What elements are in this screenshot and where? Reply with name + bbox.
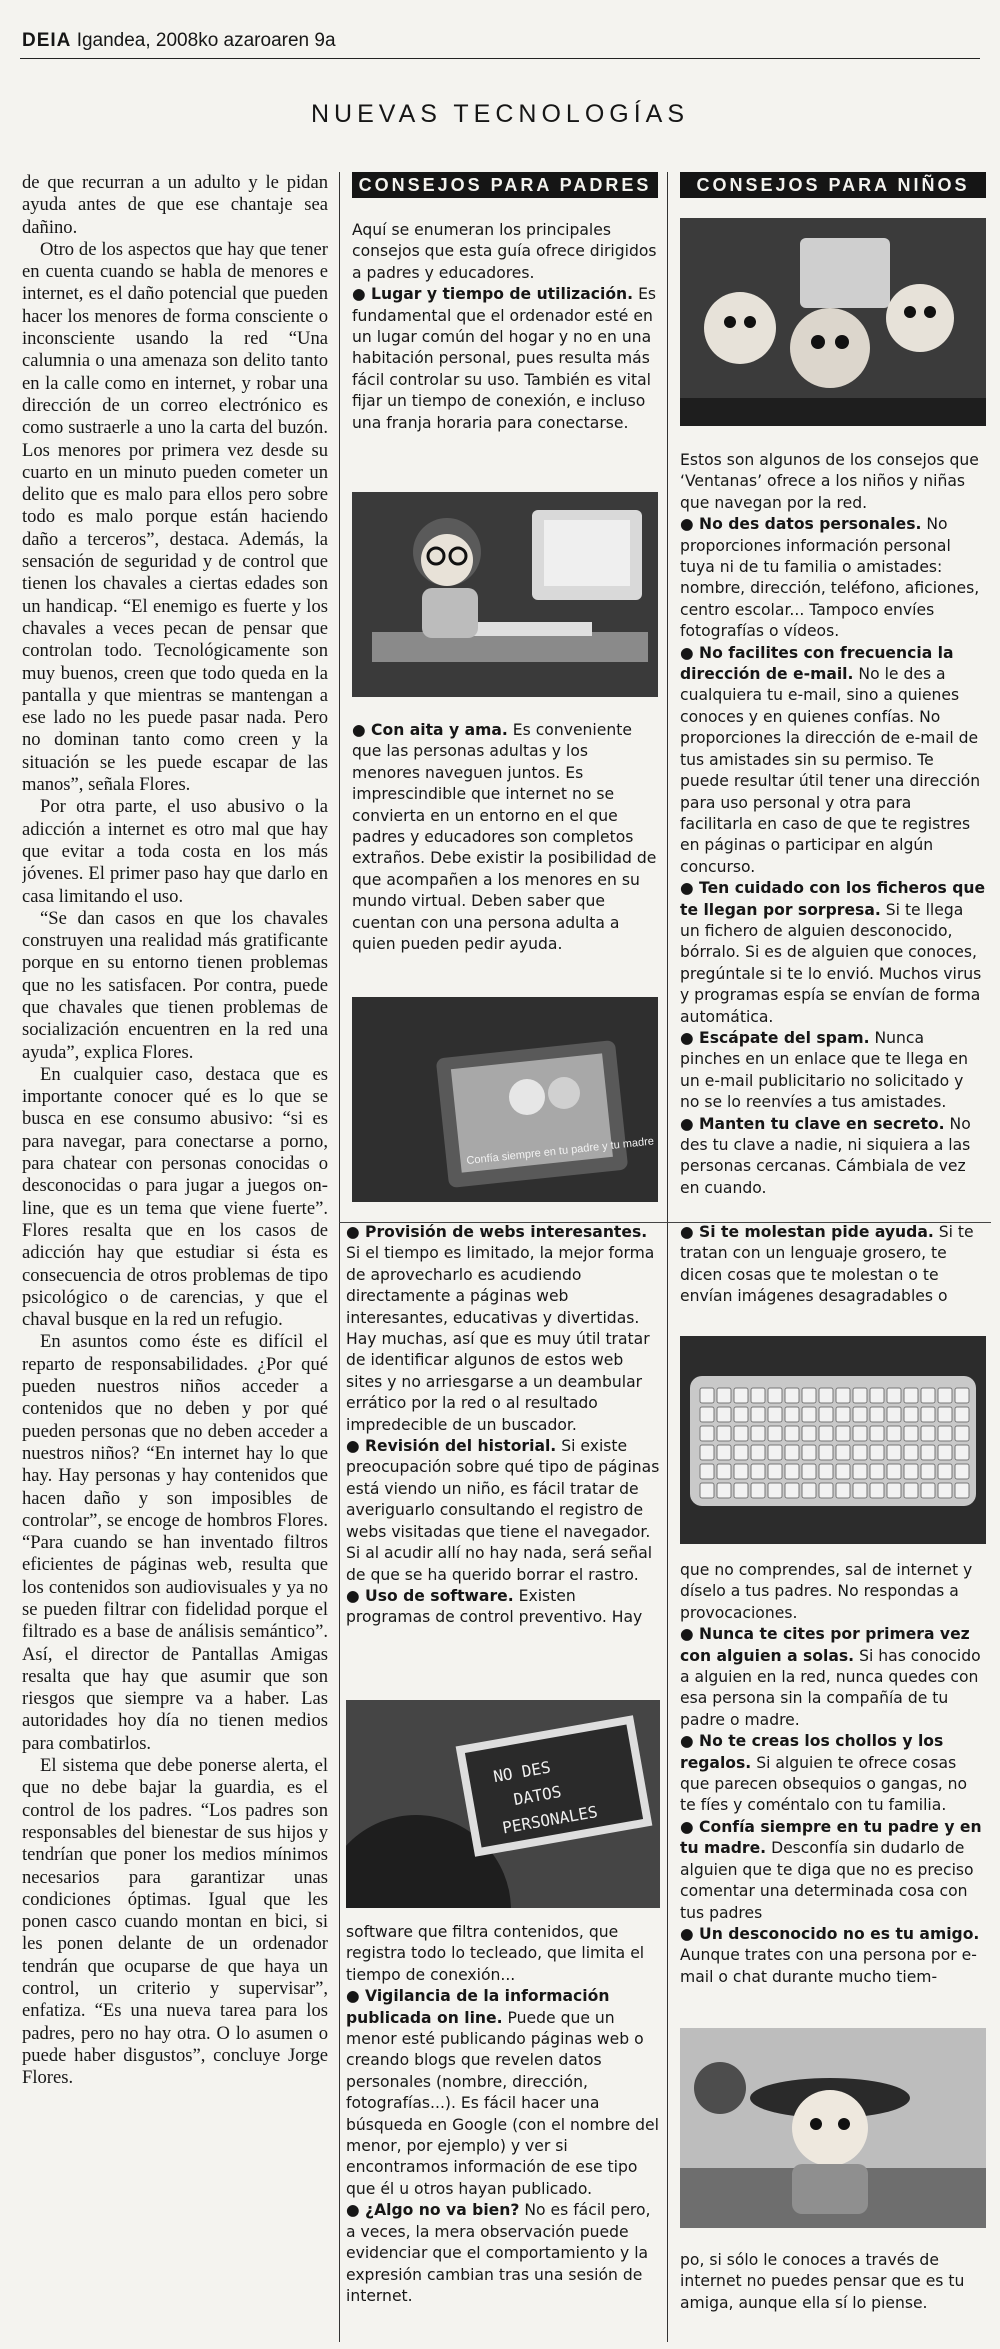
tip-item bbox=[352, 284, 658, 434]
article-paragraph: Otro de los aspectos que hay que tener en cuenta cuando se habla de menores e internet, es el daño potencial que pueden hacer los menores de forma consciente o inconsciente usando la red “Una calumnia o una amenaza son delito tanto en la calle como en internet, y robar una dirección de un correo electrónico es como sustraerle a uno la carta del buzón. Los menores por primera vez desde su cuarto en un minuto pueden cometer un delito que es malo para ellos pero sobre todo es malo porque están haciendo daño a terceros”, destaca. Además, la sensación de seguridad y de control que tienen los chavales a ciertas edades son un handicap. “El enemigo es fuerte y los chavales a veces pecan de pensar que controlan todo. Tecnológicamente son muy buenos, creen que todo queda en la pantalla y que mientras se mantengan a ese lado no les puede pasar nada. Pero no dominan tanto como creen y la situación se les puede escapar de las manos”, señala Flores. bbox=[22, 238, 328, 796]
keyboard-key bbox=[836, 1445, 850, 1460]
keyboard-key bbox=[887, 1407, 901, 1422]
tip-title: ● Con aita y ama. bbox=[352, 721, 508, 739]
keyboard-key bbox=[734, 1407, 748, 1422]
keyboard-key bbox=[921, 1483, 935, 1498]
keyboard-key bbox=[700, 1388, 714, 1403]
keyboard-key bbox=[955, 1407, 969, 1422]
keyboard-key bbox=[785, 1483, 799, 1498]
tip-item bbox=[346, 1222, 660, 1436]
keyboard-key bbox=[904, 1426, 918, 1441]
girl-pigtails-illustration bbox=[680, 2028, 986, 2228]
tip-item bbox=[680, 1624, 986, 1731]
sign-line-2: DATOS bbox=[512, 1781, 563, 1810]
keyboard-key bbox=[938, 1445, 952, 1460]
keyboard-key bbox=[768, 1483, 782, 1498]
keyboard-key bbox=[836, 1483, 850, 1498]
keyboard-key bbox=[904, 1464, 918, 1479]
keyboard-key bbox=[955, 1483, 969, 1498]
kids-tips-mid bbox=[680, 1222, 986, 1322]
tip-item bbox=[680, 1817, 986, 1924]
keyboard-key bbox=[836, 1464, 850, 1479]
keyboard-key bbox=[938, 1464, 952, 1479]
keyboard-key bbox=[785, 1388, 799, 1403]
keyboard-key bbox=[819, 1464, 833, 1479]
tip-text: Es conveniente que las personas adultas y los menores naveguen juntos. Es imprescindible que internet no se convierta en un entorno en el que padres y educadores son completos extraños. Debe existir la posibilidad de que acompañen a los menores en su mundo virtual. Deben saber que cuentan con una persona adulta a quien pueden pedir ayuda. bbox=[352, 721, 657, 954]
newspaper-logo: DEIA bbox=[22, 30, 72, 51]
keyboard-key bbox=[819, 1483, 833, 1498]
tip-item bbox=[346, 2200, 660, 2307]
tip-title: ● No te creas los chollos y los regalos. bbox=[680, 1732, 944, 1772]
keyboard-key bbox=[904, 1445, 918, 1460]
keyboard-key bbox=[921, 1388, 935, 1403]
keyboard-key bbox=[734, 1445, 748, 1460]
keyboard-key bbox=[938, 1426, 952, 1441]
keyboard-key bbox=[717, 1426, 731, 1441]
tip-title: ● No facilites con frecuencia la dirección de e-mail. bbox=[680, 643, 954, 684]
tip-text: Existen programas de control preventivo. Hay bbox=[346, 1586, 643, 1627]
tip-item bbox=[346, 1986, 660, 2200]
trust-parents-illustration bbox=[352, 997, 658, 1202]
kids-tips-end bbox=[680, 2250, 986, 2342]
sign-line-1: NO DES bbox=[491, 1757, 553, 1787]
tip-item bbox=[352, 720, 658, 955]
tip-text: No des tu clave a nadie, ni siquiera a las personas cercanas. Cámbiala de vez en cuando. bbox=[680, 1114, 971, 1197]
article-paragraph: El sistema que debe ponerse alerta, el que no debe bajar la guardia, es el control de los padres. “Los padres son responsables del bienestar de sus hijos y tendrían que poner los medios mínimos necesarios para garantizar unas condiciones óptimas. Igual que les ponen casco cuando montan en bici, si les ponen delante de un ordenador tendrán que ocuparse de que haya un control, un criterio y supervisar”, enfatiza. “Es una nueva tarea para los padres, pero no hay otra. O lo asumen o puede haber disgustos”, concluye Jorge Flores. bbox=[22, 1755, 328, 2089]
keyboard-key bbox=[717, 1388, 731, 1403]
keyboard-key bbox=[921, 1445, 935, 1460]
tip-item bbox=[680, 878, 986, 1028]
keyboard-key bbox=[870, 1407, 884, 1422]
keyboard-key bbox=[700, 1464, 714, 1479]
section-title: NUEVAS TECNOLOGÍAS bbox=[310, 100, 690, 128]
tip-title: ● Vigilancia de la información publicada on line. bbox=[346, 1987, 610, 2027]
keyboard-key bbox=[819, 1407, 833, 1422]
article-paragraph: de que recurran a un adulto y le pidan ayuda antes de que ese chantaje sea dañino. bbox=[22, 172, 328, 238]
kids-tips-bottom bbox=[680, 1560, 986, 2020]
keyboard-key bbox=[853, 1388, 867, 1403]
keyboard-key bbox=[836, 1407, 850, 1422]
tip-title: ● Provisión de webs interesantes. bbox=[346, 1223, 648, 1241]
keyboard-key bbox=[887, 1464, 901, 1479]
keyboard-key bbox=[785, 1407, 799, 1422]
masthead-rule bbox=[20, 58, 980, 59]
tip-item bbox=[346, 1922, 660, 1986]
article-left-column bbox=[22, 172, 328, 2344]
keyboard-key bbox=[955, 1426, 969, 1441]
kids-tips-top bbox=[680, 450, 986, 1220]
trust-parents-caption: Confía siempre en tu padre y tu madre bbox=[465, 1135, 655, 1168]
tip-text: Si existe preocupación sobre qué tipo de páginas está viendo un niño, es fácil tratar de averiguarlo consultando el registro de webs visitadas que tiene el navegador. Si al acudir allí no hay nada, será señal de que se ha querido borrar el rastro. bbox=[346, 1437, 660, 1584]
tip-item bbox=[680, 1114, 986, 1200]
issue-date: Igandea, 2008ko azaroaren 9a bbox=[76, 30, 336, 51]
article-paragraph: En asuntos como éste es difícil el reparto de responsabilidades. ¿Por qué pueden nuestros niños acceder a contenidos que no deben y por qué pueden personas que no deben acceder a nuestros niños? “En internet hay lo que hay. Hay personas y hay contenidos que hacen daño y son imposibles de controlar”, se encoge de hombros Flores. “Para cuando se han inventado filtros eficientes de páginas web, resulta que los contenidos son audiovisuales y ya no se pueden filtrar con fidelidad porque el filtrado es a base de análisis semántico”. Así, el director de Pantallas Amigas resalta que hay que asumir que son riesgos que siempre va a haber. Las autoridades hoy día no tienen medios para combatirlos. bbox=[22, 1331, 328, 1754]
tip-item bbox=[680, 643, 986, 878]
tip-text: Si te llega un fichero de alguien desconocido, bórralo. Si es de alguien que conoces, pregúntale si te lo envió. Muchos virus y programas espía se envían de forma automática. bbox=[680, 900, 982, 1026]
keyboard-key bbox=[887, 1388, 901, 1403]
tip-item bbox=[680, 1028, 986, 1114]
parents-box-header: CONSEJOS PARA PADRES bbox=[352, 172, 658, 198]
tip-title: ● No des datos personales. bbox=[680, 515, 922, 534]
keyboard-key bbox=[751, 1407, 765, 1422]
parents-tips-top bbox=[352, 220, 658, 478]
tip-item bbox=[346, 1436, 660, 1586]
keyboard-key bbox=[938, 1483, 952, 1498]
keyboard-key bbox=[870, 1388, 884, 1403]
tip-title: ● Confía siempre en tu padre y en tu madre. bbox=[680, 1817, 982, 1858]
keyboard-key bbox=[700, 1483, 714, 1498]
kids-group-drawing bbox=[680, 218, 986, 426]
girl-computer-drawing bbox=[352, 492, 658, 697]
article-paragraph: En cualquier caso, destaca que es importante conocer qué es lo que se busca en ese consumo abusivo: “si es para navegar, para conectarse a porno, para chatear con personas conocidas o desconocidas o para jugar a juegos on-line, que es un tema que viene fuerte”. Flores resalta que en los casos de adicción hay que estudiar si ésta es consecuencia de otros problemas de tipo psicológico o de carencias, y que el chaval busque en la red un refugio. bbox=[22, 1063, 328, 1331]
tip-title: ● Nunca te cites por primera vez con alguien a solas. bbox=[680, 1625, 970, 1665]
keyboard-key bbox=[870, 1483, 884, 1498]
keyboard-key bbox=[853, 1445, 867, 1460]
tip-item bbox=[680, 1924, 986, 1988]
tip-text: que no comprendes, sal de internet y díselo a tus padres. No respondas a provocaciones. bbox=[680, 1561, 973, 1622]
keyboard-key bbox=[768, 1464, 782, 1479]
keyboard-key bbox=[904, 1483, 918, 1498]
keyboard-key bbox=[768, 1445, 782, 1460]
keyboard-key bbox=[802, 1483, 816, 1498]
keyboard-key bbox=[700, 1426, 714, 1441]
tip-text: Es fundamental que el ordenador esté en un lugar común del hogar y no en una habitación personal, pues resulta más fácil controlar su uso. También es vital fijar un tiempo de conexión, e incluso una franja horaria para conectarse. bbox=[352, 285, 657, 432]
tip-title: ● Lugar y tiempo de utilización. bbox=[352, 285, 634, 304]
keyboard-key bbox=[802, 1426, 816, 1441]
tip-title: ● Escápate del spam. bbox=[680, 1028, 870, 1047]
tip-title: ● Si te molestan pide ayuda. bbox=[680, 1223, 934, 1241]
keyboard-key bbox=[717, 1445, 731, 1460]
keyboard-key bbox=[938, 1388, 952, 1403]
keyboard-key bbox=[870, 1464, 884, 1479]
keyboard-key bbox=[785, 1426, 799, 1441]
keyboard-key bbox=[887, 1445, 901, 1460]
keyboard-key bbox=[734, 1464, 748, 1479]
girl-pigtails-drawing bbox=[680, 2028, 986, 2228]
tip-item bbox=[680, 514, 986, 642]
keyboard-key bbox=[853, 1426, 867, 1441]
tip-title: ● Manten tu clave en secreto. bbox=[680, 1114, 945, 1133]
keyboard-key bbox=[870, 1445, 884, 1460]
kids-box-header: CONSEJOS PARA NIÑOS bbox=[680, 172, 986, 198]
tip-text: Nunca pinches en un enlace que te llega en un e-mail publicitario no solicitado y no se lo reenvíes a tus amistades. bbox=[680, 1028, 969, 1112]
box-intro: Estos son algunos de los consejos que ‘Ventanas’ ofrece a los niños y niñas que navegan por la red. bbox=[680, 451, 979, 512]
tip-text: software que filtra contenidos, que registra todo lo tecleado, que limita el tiempo de conexión... bbox=[346, 1923, 645, 1984]
keyboard-key bbox=[802, 1464, 816, 1479]
girl-at-computer-illustration bbox=[352, 492, 658, 697]
parents-tips-bottom bbox=[346, 1222, 660, 1688]
keyboard-key bbox=[887, 1483, 901, 1498]
keyboard-key bbox=[768, 1426, 782, 1441]
no-personal-data-illustration bbox=[346, 1700, 660, 1908]
tip-text: Si has conocido a alguien en la red, nunca quedes con esa persona sin la compañía de tu padre o madre. bbox=[680, 1646, 981, 1729]
keyboard-key bbox=[700, 1445, 714, 1460]
keyboard-key bbox=[734, 1388, 748, 1403]
tip-title: ● Revisión del historial. bbox=[346, 1437, 557, 1456]
tip-title: ● Un desconocido no es tu amigo. bbox=[680, 1924, 980, 1943]
tip-text: Si alguien te ofrece cosas que parecen obsequios o gangas, no te fíes y coméntalo con tu familia. bbox=[680, 1753, 968, 1815]
keyboard-key bbox=[751, 1483, 765, 1498]
keyboard-key bbox=[734, 1483, 748, 1498]
masthead bbox=[22, 30, 336, 52]
keyboard-key bbox=[904, 1388, 918, 1403]
keyboard-key bbox=[853, 1464, 867, 1479]
article-paragraph: Por otra parte, el uso abusivo o la adicción a internet es otro mal que hay que evitar a toda costa en los más jóvenes. El primer paso hay que darlo en casa limitando el uso. bbox=[22, 796, 328, 907]
keyboard-key bbox=[819, 1426, 833, 1441]
tip-text: Aunque trates con una persona por e-mail o chat durante mucho tiem- bbox=[680, 1946, 977, 1986]
tip-text: po, si sólo le conoces a través de internet no puedes pensar que es tu amiga, aunque ella sí lo piense. bbox=[680, 2251, 965, 2312]
parents-tips-mid bbox=[352, 720, 658, 990]
keyboard-key bbox=[836, 1426, 850, 1441]
keyboard-key bbox=[768, 1388, 782, 1403]
tip-text: Desconfía sin dudarlo de alguien que te diga que no es preciso comentar una determinada cosa con tus padres bbox=[680, 1839, 974, 1922]
keyboard-key bbox=[938, 1407, 952, 1422]
keyboard-key bbox=[955, 1388, 969, 1403]
tip-title: ● ¿Algo no va bien? bbox=[346, 2201, 520, 2220]
tip-text: No proporciones información personal tuya ni de tu familia o amistades: nombre, dirección, teléfono, aficiones, centro escolar... Tampoco envíes fotografías o vídeos. bbox=[680, 515, 980, 641]
keyboard-key bbox=[717, 1483, 731, 1498]
keyboard-key bbox=[785, 1445, 799, 1460]
tip-title: ● Uso de software. bbox=[346, 1586, 514, 1605]
keyboard-key bbox=[853, 1407, 867, 1422]
keyboard-key bbox=[751, 1426, 765, 1441]
keyboard-key bbox=[785, 1464, 799, 1479]
keyboard-key bbox=[700, 1407, 714, 1422]
keyboard-key bbox=[802, 1445, 816, 1460]
tip-text: Si te tratan con un lenguaje grosero, te dicen cosas que te molestan o te envían imágenes desagradables o bbox=[680, 1223, 974, 1306]
keyboard-key bbox=[819, 1388, 833, 1403]
keyboard-key bbox=[921, 1464, 935, 1479]
tip-item bbox=[680, 1560, 986, 1624]
article-paragraph: “Se dan casos en que los chavales construyen una realidad más gratificante porque en su entorno tienen problemas que no les satisfacen. Por contra, puede que chavales que tienen problemas de socialización encuentren en la red una ayuda”, explica Flores. bbox=[22, 907, 328, 1063]
sign-line-3: PERSONALES bbox=[500, 1801, 600, 1838]
keyboard-key bbox=[904, 1407, 918, 1422]
keyboard-illustration bbox=[680, 1336, 986, 1544]
column-divider bbox=[339, 172, 340, 2342]
keyboard-key bbox=[751, 1464, 765, 1479]
tip-title: ● Ten cuidado con los ficheros que te llegan por sorpresa. bbox=[680, 879, 986, 919]
keyboard-key bbox=[802, 1407, 816, 1422]
tip-item bbox=[680, 1222, 986, 1308]
keyboard-key bbox=[853, 1483, 867, 1498]
box-intro: Aquí se enumeran los principales consejos que esta guía ofrece dirigidos a padres y educadores. bbox=[352, 221, 657, 282]
parents-tips-end bbox=[346, 1922, 660, 2342]
keyboard-key bbox=[717, 1464, 731, 1479]
keyboard-key bbox=[717, 1407, 731, 1422]
keyboard-key bbox=[887, 1426, 901, 1441]
keyboard-drawing bbox=[680, 1336, 986, 1544]
column-divider bbox=[667, 172, 668, 2342]
tip-item bbox=[680, 1731, 986, 1817]
keyboard-key bbox=[768, 1407, 782, 1422]
tip-text: No le des a cualquiera tu e-mail, sino a quienes conoces y en quienes confías. No proporciones la dirección de e-mail de tus amistades sin su permiso. Te puede resultar útil tener una dirección para uso personal y otra para facilitarla en caso de que te registres en páginas o participar en algún concurso. bbox=[680, 665, 981, 876]
tip-item bbox=[346, 1586, 660, 1629]
keyboard-key bbox=[819, 1445, 833, 1460]
tip-text: Puede que un menor esté publicando páginas web o creando blogs que revelen datos personales (nombre, dirección, fotografías...). Es fácil hacer una búsqueda en Google (con el nombre del menor, por ejemplo) y ver si encontramos información de ese tipo que él u otros hayan publicado. bbox=[346, 2008, 659, 2198]
no-personal-data-drawing bbox=[346, 1700, 660, 1908]
keyboard-key bbox=[870, 1426, 884, 1441]
keyboard-key bbox=[921, 1426, 935, 1441]
tip-text: Si el tiempo es limitado, la mejor forma de aprovecharlo es acudiendo directamente a páginas web interesantes, educativas y divertidas. Hay muchas, así que es muy útil tratar de identificar algunos de estos web sites y no arriesgarse a un deambular errático por la red o al resultado impredecible de un buscador. bbox=[346, 1244, 655, 1434]
keyboard-key bbox=[955, 1464, 969, 1479]
keyboard-key bbox=[751, 1445, 765, 1460]
kids-group-illustration bbox=[680, 218, 986, 426]
keyboard-key bbox=[734, 1426, 748, 1441]
keyboard-key bbox=[836, 1388, 850, 1403]
keyboard-key bbox=[802, 1388, 816, 1403]
keyboard-key bbox=[955, 1445, 969, 1460]
trust-parents-drawing bbox=[352, 997, 658, 1202]
keyboard-key bbox=[921, 1407, 935, 1422]
keyboard-key bbox=[751, 1388, 765, 1403]
tip-item bbox=[680, 2250, 986, 2314]
tip-text: No es fácil pero, a veces, la mera observación puede evidenciar que el comportamiento y la expresión cambian tras una sesión de internet. bbox=[346, 2201, 651, 2305]
